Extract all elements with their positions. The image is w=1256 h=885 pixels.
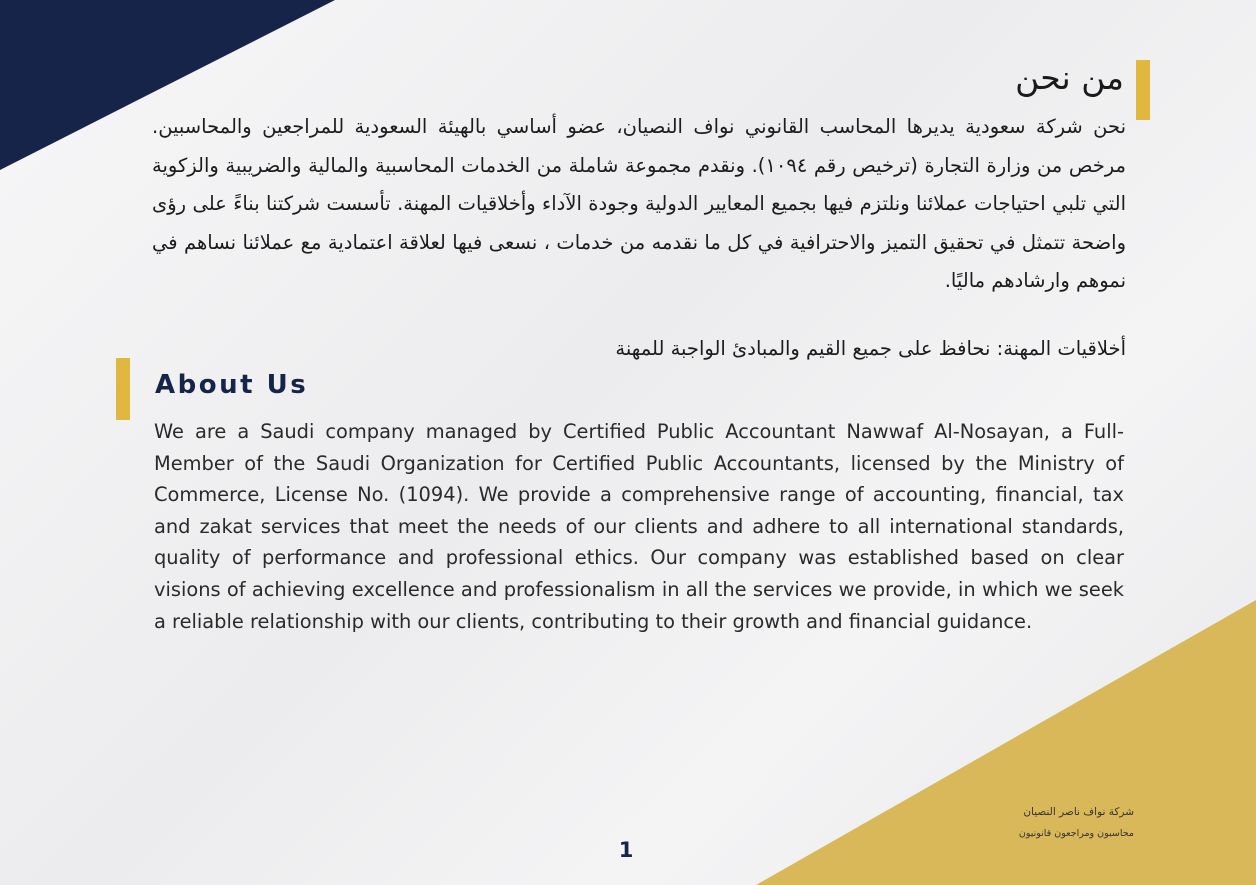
english-page-title: About Us — [155, 370, 309, 400]
company-tagline: محاسبون ومراجعون قانونيون — [1018, 828, 1134, 839]
page-number: 1 — [618, 838, 634, 862]
company-name: شركة نواف ناصر النصيان — [1023, 806, 1134, 818]
arabic-about-paragraph: نحن شركة سعودية يديرها المحاسب القانوني نواف النصيان، عضو أساسي بالهيئة السعودية للمراجعين والمحاسبين. مرخص من وزارة التجارة (ترخيص رقم ١٠٩٤). ونقدم مجموعة شاملة من الخدمات المحاسبية والمالية والضريبية والزكوية التي تلبي احتياجات عملائنا ونلتزم فيها بجميع المعايير الدولية وجودة الآداء وأخلاقيات المهنة. تأسست شركتنا بناءً على رؤى واضحة تتمثل في تحقيق التميز والاحترافية في كل ما نقدمه من خدمات ، نسعى فيها لعلاقة اعتمادية مع عملائنا نساهم في نموهم وارشادهم ماليًا. — [152, 115, 1126, 292]
english-title-accent-bar — [116, 358, 130, 420]
company-monogram-icon — [1142, 785, 1212, 861]
arabic-ethics-line: أخلاقيات المهنة: نحافظ على جميع القيم والمبادئ الواجبة للمهنة — [615, 337, 1126, 360]
arabic-page-title: من نحن — [1015, 58, 1124, 97]
arabic-title-accent-bar — [1136, 60, 1150, 120]
english-about-paragraph: We are a Saudi company managed by Certified Public Accountant Nawwaf Al-Nosayan, a Full-Member of the Saudi Organization for Certified Public Accountants, licensed by the Ministry of Commerce, License No. (1094). We provide a comprehensive range of accounting, financial, tax and zakat services that meet the needs of our clients and adhere to all international standards, quality of performance and professional ethics. Our company was established based on clear visions of achieving excellence and professionalism in all the services we provide, in which we seek a reliable relationship with our clients, contributing to their growth and financial guidance. — [154, 420, 1124, 633]
